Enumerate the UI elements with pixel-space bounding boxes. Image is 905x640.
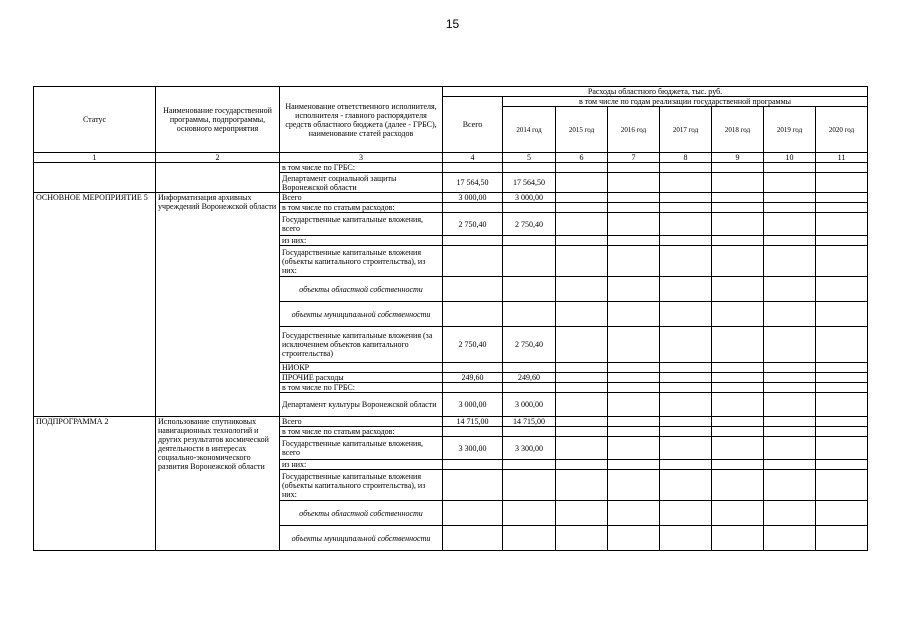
row-year-empty — [764, 193, 816, 203]
header-year: 2018 год — [712, 107, 764, 153]
row-total — [443, 302, 503, 327]
row-year-empty — [660, 417, 712, 427]
row-total: 249,60 — [443, 373, 503, 383]
row-label: Департамент культуры Воронежской области — [280, 393, 443, 417]
header-by-years: в том числе по годам реализации государственной программы — [503, 97, 868, 107]
row-label: из них: — [280, 460, 443, 470]
row-year-empty — [608, 427, 660, 437]
row-year-empty — [764, 501, 816, 526]
row-year-empty — [660, 437, 712, 460]
row-year-empty — [816, 236, 868, 246]
row-year-empty — [660, 393, 712, 417]
row-year-empty — [816, 393, 868, 417]
row-year-empty — [712, 236, 764, 246]
row-2014 — [503, 163, 556, 173]
row-year-empty — [764, 393, 816, 417]
budget-table — [33, 86, 868, 551]
row-label: Государственные капитальные вложения, всего — [280, 437, 443, 460]
row-year-empty — [556, 327, 608, 363]
row-year-empty — [660, 373, 712, 383]
header-year: 2014 год — [503, 107, 556, 153]
row-label: Государственные капитальные вложения (объекты капитального строительства), из них: — [280, 470, 443, 501]
row-year-empty — [816, 460, 868, 470]
row-year-empty — [712, 427, 764, 437]
row-year-empty — [556, 417, 608, 427]
header-year: 2016 год — [608, 107, 660, 153]
row-year-empty — [608, 470, 660, 501]
row-year-empty — [764, 163, 816, 173]
row-status: ПОДПРОГРАММА 2 — [34, 417, 156, 551]
column-number: 1 — [34, 153, 156, 163]
row-year-empty — [556, 460, 608, 470]
row-year-empty — [816, 363, 868, 373]
row-label: Государственные капитальные вложения (за исключением объектов капитального строительства) — [280, 327, 443, 363]
row-year-empty — [764, 427, 816, 437]
row-2014 — [503, 363, 556, 373]
row-year-empty — [660, 327, 712, 363]
row-year-empty — [608, 163, 660, 173]
row-year-empty — [712, 193, 764, 203]
row-year-empty — [764, 470, 816, 501]
row-year-empty — [556, 213, 608, 236]
row-year-empty — [556, 163, 608, 173]
row-year-empty — [608, 327, 660, 363]
row-year-empty — [660, 363, 712, 373]
row-year-empty — [660, 277, 712, 302]
row-2014: 3 300,00 — [503, 437, 556, 460]
column-number: 9 — [712, 153, 764, 163]
column-number: 4 — [443, 153, 503, 163]
row-label: объекты областной собственности — [280, 277, 443, 302]
row-2014: 2 750,40 — [503, 327, 556, 363]
row-2014 — [503, 302, 556, 327]
row-year-empty — [712, 302, 764, 327]
row-year-empty — [556, 277, 608, 302]
row-year-empty — [816, 373, 868, 383]
row-year-empty — [712, 277, 764, 302]
row-total — [443, 501, 503, 526]
row-year-empty — [816, 246, 868, 277]
row-year-empty — [816, 302, 868, 327]
row-2014 — [503, 526, 556, 551]
row-year-empty — [712, 363, 764, 373]
table-body — [34, 163, 868, 551]
row-2014: 14 715,00 — [503, 417, 556, 427]
row-year-empty — [816, 501, 868, 526]
row-year-empty — [764, 526, 816, 551]
row-total: 3 000,00 — [443, 393, 503, 417]
row-2014: 3 000,00 — [503, 393, 556, 417]
row-year-empty — [816, 277, 868, 302]
row-year-empty — [660, 383, 712, 393]
row-year-empty — [764, 302, 816, 327]
header-status: Статус — [34, 87, 156, 153]
row-year-empty — [556, 173, 608, 193]
row-year-empty — [608, 393, 660, 417]
row-total — [443, 163, 503, 173]
row-year-empty — [660, 460, 712, 470]
row-2014 — [503, 203, 556, 213]
row-year-empty — [712, 470, 764, 501]
column-number: 11 — [816, 153, 868, 163]
row-year-empty — [712, 213, 764, 236]
row-total — [443, 526, 503, 551]
row-year-empty — [712, 393, 764, 417]
row-year-empty — [816, 173, 868, 193]
row-year-empty — [608, 236, 660, 246]
row-2014: 3 000,00 — [503, 193, 556, 203]
row-year-empty — [556, 363, 608, 373]
column-number: 8 — [660, 153, 712, 163]
row-year-empty — [608, 302, 660, 327]
row-label: объекты областной собственности — [280, 501, 443, 526]
column-number: 10 — [764, 153, 816, 163]
row-total — [443, 470, 503, 501]
row-label: Департамент социальной защиты Воронежской области — [280, 173, 443, 193]
row-year-empty — [608, 363, 660, 373]
header-year: 2015 год — [556, 107, 608, 153]
row-total: 3 300,00 — [443, 437, 503, 460]
row-year-empty — [816, 163, 868, 173]
header-year: 2020 год — [816, 107, 868, 153]
row-total — [443, 427, 503, 437]
row-year-empty — [816, 383, 868, 393]
row-year-empty — [608, 193, 660, 203]
row-label: в том числе по ГРБС: — [280, 383, 443, 393]
row-year-empty — [764, 213, 816, 236]
row-total — [443, 246, 503, 277]
row-label: объекты муниципальной собственности — [280, 302, 443, 327]
row-label: из них: — [280, 236, 443, 246]
row-year-empty — [556, 526, 608, 551]
row-2014 — [503, 277, 556, 302]
table-row — [34, 163, 868, 173]
column-number: 6 — [556, 153, 608, 163]
row-year-empty — [764, 417, 816, 427]
row-label: Государственные капитальные вложения, всего — [280, 213, 443, 236]
header-expenses: Расходы областного бюджета, тыс. руб. — [443, 87, 868, 97]
row-year-empty — [764, 236, 816, 246]
row-2014 — [503, 460, 556, 470]
row-status: ОСНОВНОЕ МЕРОПРИЯТИЕ 5 — [34, 193, 156, 417]
row-year-empty — [608, 526, 660, 551]
row-year-empty — [816, 437, 868, 460]
header-executor: Наименование ответственного исполнителя, исполнителя - главного распорядителя средств областного бюджета (далее - ГРБС), наименование статей расходов — [280, 87, 443, 153]
row-total — [443, 383, 503, 393]
row-year-empty — [764, 327, 816, 363]
row-year-empty — [660, 501, 712, 526]
row-year-empty — [764, 363, 816, 373]
header-total: Всего — [443, 97, 503, 153]
row-total — [443, 363, 503, 373]
row-2014 — [503, 236, 556, 246]
row-label: в том числе по ГРБС: — [280, 163, 443, 173]
row-program-name: Использование спутниковых навигационных технологий и других результатов космической деятельности в интересах социально-экономического развития Воронежской области — [156, 417, 280, 551]
column-number: 3 — [280, 153, 443, 163]
row-total — [443, 277, 503, 302]
row-label: объекты муниципальной собственности — [280, 526, 443, 551]
header-program-name: Наименование государственной программы, подпрограммы, основного мероприятия — [156, 87, 280, 153]
row-year-empty — [608, 437, 660, 460]
row-year-empty — [816, 327, 868, 363]
row-year-empty — [660, 203, 712, 213]
row-year-empty — [816, 526, 868, 551]
row-total: 3 000,00 — [443, 193, 503, 203]
row-2014 — [503, 427, 556, 437]
row-total: 14 715,00 — [443, 417, 503, 427]
row-year-empty — [660, 236, 712, 246]
row-year-empty — [608, 277, 660, 302]
row-year-empty — [712, 327, 764, 363]
row-year-empty — [660, 193, 712, 203]
row-year-empty — [816, 203, 868, 213]
row-year-empty — [660, 173, 712, 193]
row-year-empty — [712, 437, 764, 460]
row-year-empty — [608, 501, 660, 526]
row-year-empty — [608, 246, 660, 277]
row-year-empty — [608, 213, 660, 236]
row-year-empty — [712, 163, 764, 173]
table-row — [34, 417, 868, 427]
row-year-empty — [608, 203, 660, 213]
row-year-empty — [712, 203, 764, 213]
row-program-name — [156, 163, 280, 193]
row-status — [34, 163, 156, 193]
row-year-empty — [764, 277, 816, 302]
row-year-empty — [660, 213, 712, 236]
row-year-empty — [556, 427, 608, 437]
row-year-empty — [712, 417, 764, 427]
row-label: в том числе по статьям расходов: — [280, 203, 443, 213]
column-numbers-row — [34, 153, 868, 163]
row-year-empty — [712, 383, 764, 393]
row-year-empty — [660, 526, 712, 551]
row-year-empty — [660, 470, 712, 501]
row-label: Всего — [280, 417, 443, 427]
row-2014: 17 564,50 — [503, 173, 556, 193]
row-2014: 249,60 — [503, 373, 556, 383]
row-label: в том числе по статьям расходов: — [280, 427, 443, 437]
row-label: Государственные капитальные вложения (объекты капитального строительства), из них: — [280, 246, 443, 277]
row-2014 — [503, 470, 556, 501]
row-year-empty — [660, 246, 712, 277]
row-year-empty — [556, 236, 608, 246]
row-year-empty — [608, 383, 660, 393]
row-year-empty — [660, 427, 712, 437]
row-year-empty — [556, 437, 608, 460]
header-year: 2019 год — [764, 107, 816, 153]
row-total — [443, 236, 503, 246]
row-year-empty — [608, 417, 660, 427]
row-total: 17 564,50 — [443, 173, 503, 193]
row-program-name: Информатизация архивных учреждений Воронежской области — [156, 193, 280, 417]
row-year-empty — [608, 460, 660, 470]
row-year-empty — [608, 173, 660, 193]
row-2014 — [503, 246, 556, 277]
row-year-empty — [712, 460, 764, 470]
row-year-empty — [764, 173, 816, 193]
row-year-empty — [556, 302, 608, 327]
row-total: 2 750,40 — [443, 327, 503, 363]
row-year-empty — [764, 383, 816, 393]
row-year-empty — [816, 193, 868, 203]
row-label: Всего — [280, 193, 443, 203]
row-2014 — [503, 383, 556, 393]
row-year-empty — [712, 246, 764, 277]
row-year-empty — [660, 302, 712, 327]
row-total — [443, 203, 503, 213]
row-total — [443, 460, 503, 470]
column-number: 7 — [608, 153, 660, 163]
row-label: ПРОЧИЕ расходы — [280, 373, 443, 383]
row-year-empty — [712, 173, 764, 193]
row-year-empty — [660, 163, 712, 173]
row-year-empty — [816, 213, 868, 236]
row-year-empty — [556, 383, 608, 393]
row-year-empty — [712, 501, 764, 526]
row-year-empty — [764, 373, 816, 383]
row-year-empty — [764, 246, 816, 277]
row-year-empty — [764, 460, 816, 470]
row-year-empty — [556, 246, 608, 277]
row-total: 2 750,40 — [443, 213, 503, 236]
row-year-empty — [556, 393, 608, 417]
row-2014 — [503, 501, 556, 526]
row-year-empty — [764, 437, 816, 460]
column-number: 5 — [503, 153, 556, 163]
page-number: 15 — [445, 17, 460, 31]
row-year-empty — [556, 203, 608, 213]
row-year-empty — [608, 373, 660, 383]
row-2014: 2 750,40 — [503, 213, 556, 236]
row-year-empty — [712, 526, 764, 551]
row-year-empty — [556, 501, 608, 526]
header-year: 2017 год — [660, 107, 712, 153]
row-year-empty — [556, 470, 608, 501]
row-year-empty — [816, 427, 868, 437]
row-label: НИОКР — [280, 363, 443, 373]
row-year-empty — [556, 193, 608, 203]
table-row — [34, 193, 868, 203]
column-number: 2 — [156, 153, 280, 163]
row-year-empty — [712, 373, 764, 383]
row-year-empty — [556, 373, 608, 383]
row-year-empty — [764, 203, 816, 213]
row-year-empty — [816, 417, 868, 427]
row-year-empty — [816, 470, 868, 501]
